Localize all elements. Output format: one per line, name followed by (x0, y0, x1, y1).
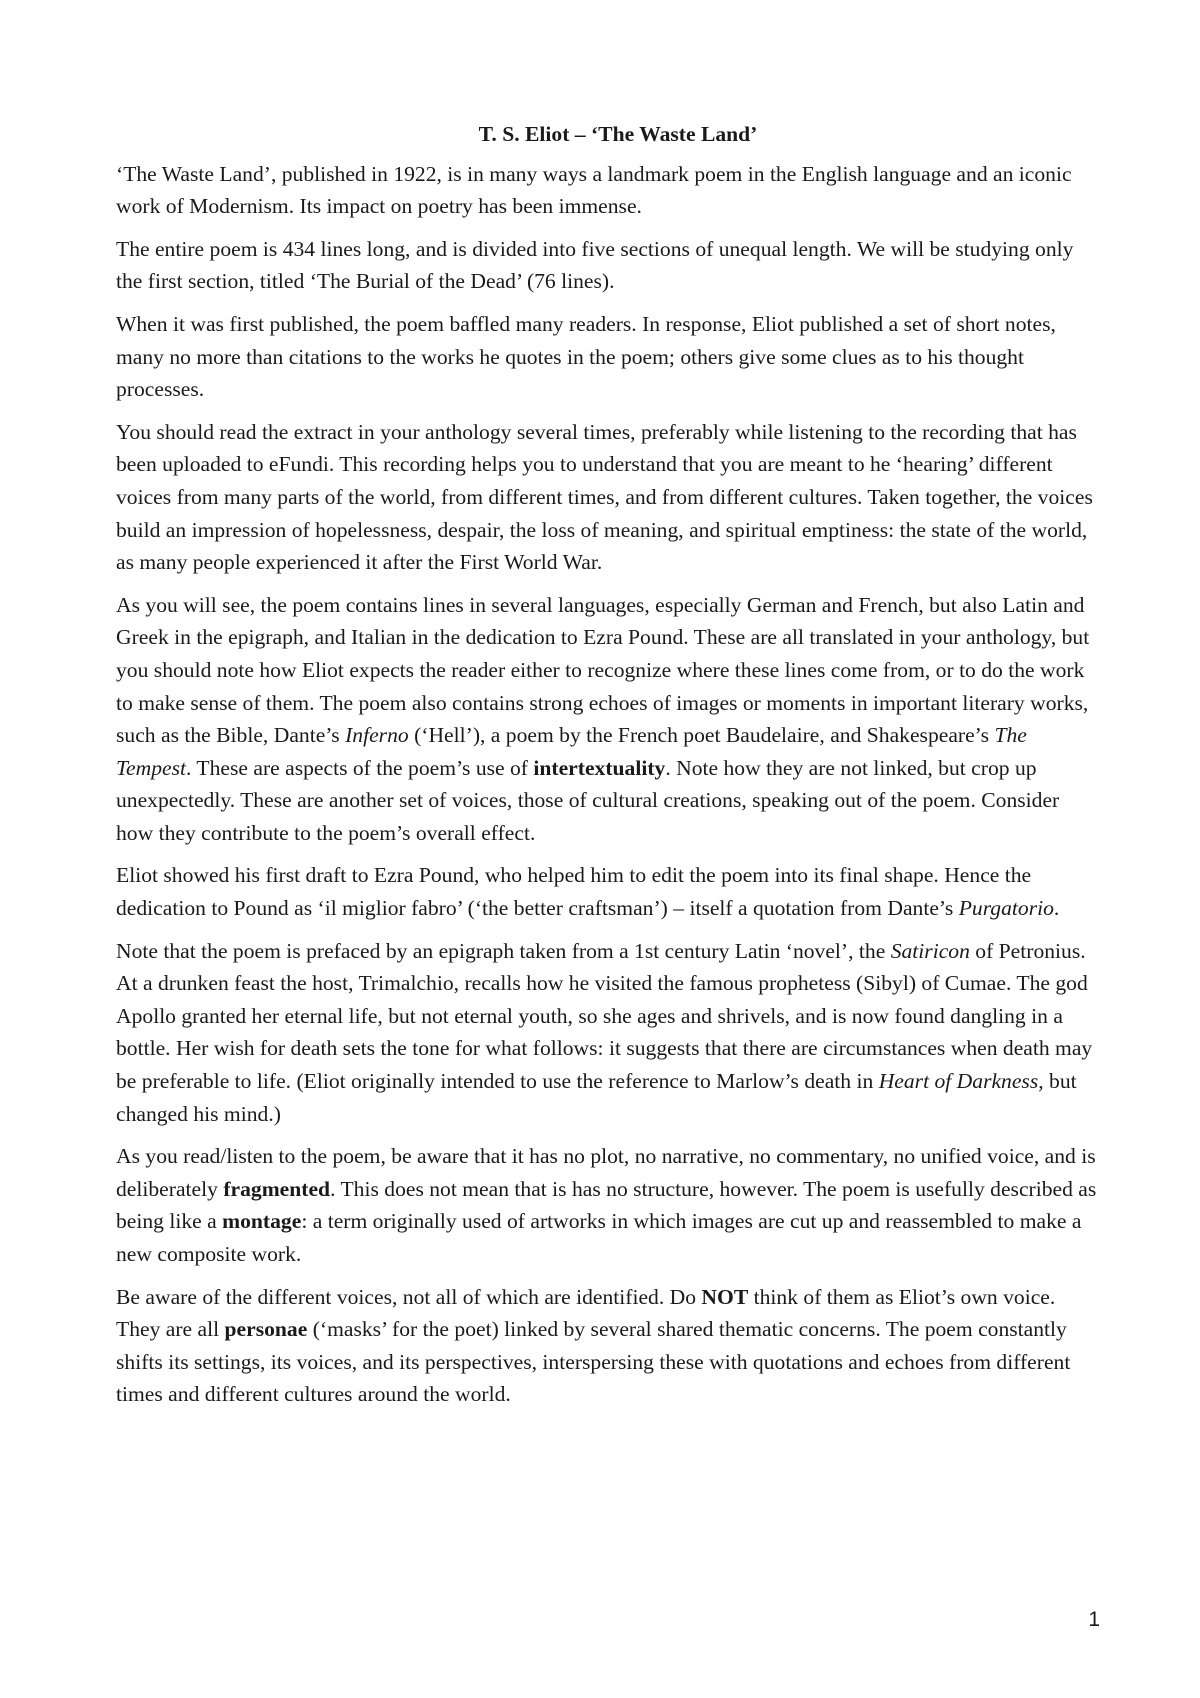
text-run: Be aware of the different voices, not all of which are identified. Do (116, 1284, 702, 1309)
bold-term: fragmented (223, 1176, 331, 1201)
italic-title: Inferno (345, 723, 409, 748)
text-run: (‘Hell’), a poem by the French poet Baudelaire, and Shakespeare’s (408, 723, 995, 748)
text-run: , but changed his mind.) (116, 1069, 1077, 1126)
text-run: ‘The Waste Land’, published in 1922, is in many ways a landmark poem in the English language and an iconic work of Modernism. Its impact on poetry has been immense. (116, 161, 1072, 219)
document-body (116, 118, 1100, 1421)
paragraph-epigraph (116, 935, 1100, 1131)
italic-title: Satiricon (890, 938, 970, 963)
paragraph-voices (116, 416, 1100, 579)
text-run: . (1053, 896, 1060, 921)
text-run: As you will see, the poem contains lines in several languages, especially German and French, but also Latin and Greek in the epigraph, and Italian in the dedication to Ezra Pound. These are all translated in your anthology, but you should note how Eliot expects the reader either to recognize where these lines come from, or to do the work to make sense of them. The poem also contains strong echoes of images or moments in important literary works, such as the Bible, Dante’s (116, 592, 1090, 748)
paragraph-length (116, 233, 1100, 298)
paragraph-notes (116, 308, 1100, 406)
paragraph-intertextuality (116, 589, 1100, 850)
paragraph-pound (116, 859, 1100, 924)
bold-term: montage (222, 1209, 302, 1234)
text-run: Note that the poem is prefaced by an epigraph taken from a 1st century Latin ‘novel’, the (116, 938, 891, 963)
text-run: of Petronius. At a drunken feast the host, Trimalchio, recalls how he visited the famous prophetess (Sibyl) of Cumae. The god Apollo granted her eternal life, but not eternal youth, so she ages and shrivels, and is now found dangling in a bottle. Her wish for death sets the tone for what follows: it suggests that there are circumstances when death may be preferable to life. (Eliot originally intended to use the reference to Marlow’s death in (116, 938, 1093, 1094)
text-run: As you read/listen to the poem, be aware that it has no plot, no narrative, no commentary, no unified voice, and is deliberately (116, 1144, 1096, 1201)
text-run: . This does not mean that is has no structure, however. The poem is usefully described as being like a (116, 1176, 1097, 1234)
paragraph-intro (116, 158, 1100, 223)
paragraph-personae (116, 1281, 1100, 1411)
text-run: (‘masks’ for the poet) linked by several shared thematic concerns. The poem constantly shifts its settings, its voices, and its perspectives, interspersing these with quotations and echoes from different times and different cultures around the world. (116, 1317, 1071, 1407)
text-run: You should read the extract in your anthology several times, preferably while listening to the recording that has been uploaded to eFundi. This recording helps you to understand that you are meant to he ‘hearing’ different voices from many parts of the world, from different times, and from different cultures. Taken together, the voices build an impression of hopelessness, despair, the loss of meaning, and spiritual emptiness: the state of the world, as many people experienced it after the First World War. (116, 419, 1093, 575)
text-run: Eliot showed his first draft to Ezra Pound, who helped him to edit the poem into its final shape. Hence the dedication to Pound as ‘il miglior fabro’ (‘the better craftsman’) – itself a quotation from Dante’s (116, 863, 1032, 921)
text-run: : a term originally used of artworks in which images are cut up and reassembled to make a new composite work. (116, 1209, 1082, 1266)
text-run: . These are aspects of the poem’s use of (186, 755, 534, 780)
italic-title: Purgatorio (958, 896, 1054, 921)
document-title: T. S. Eliot – ‘The Waste Land’ (478, 122, 758, 146)
text-run: The entire poem is 434 lines long, and is divided into five sections of unequal length. We will be studying only the first section, titled ‘The Burial of the Dead’ (76 lines). (116, 236, 1074, 294)
italic-title: Heart of Darkness (878, 1069, 1039, 1094)
page-number: 1 (1088, 1608, 1100, 1631)
text-run: When it was first published, the poem baffled many readers. In response, Eliot published a set of short notes, many no more than citations to the works he quotes in the poem; others give some clues as to his thought processes. (116, 311, 1056, 402)
paragraph-structure (116, 1140, 1100, 1270)
bold-term: NOT (701, 1284, 749, 1309)
bold-term: personae (224, 1317, 308, 1342)
italic-title: The Tempest (116, 723, 1027, 780)
text-run: . Note how they are not linked, but crop up unexpectedly. These are another set of voices, those of cultural creations, speaking out of the poem. Consider how they contribute to the poem’s overall effect. (116, 755, 1060, 845)
text-run: think of them as Eliot’s own voice. They are all (116, 1284, 1056, 1342)
bold-term: intertextuality (533, 755, 666, 780)
